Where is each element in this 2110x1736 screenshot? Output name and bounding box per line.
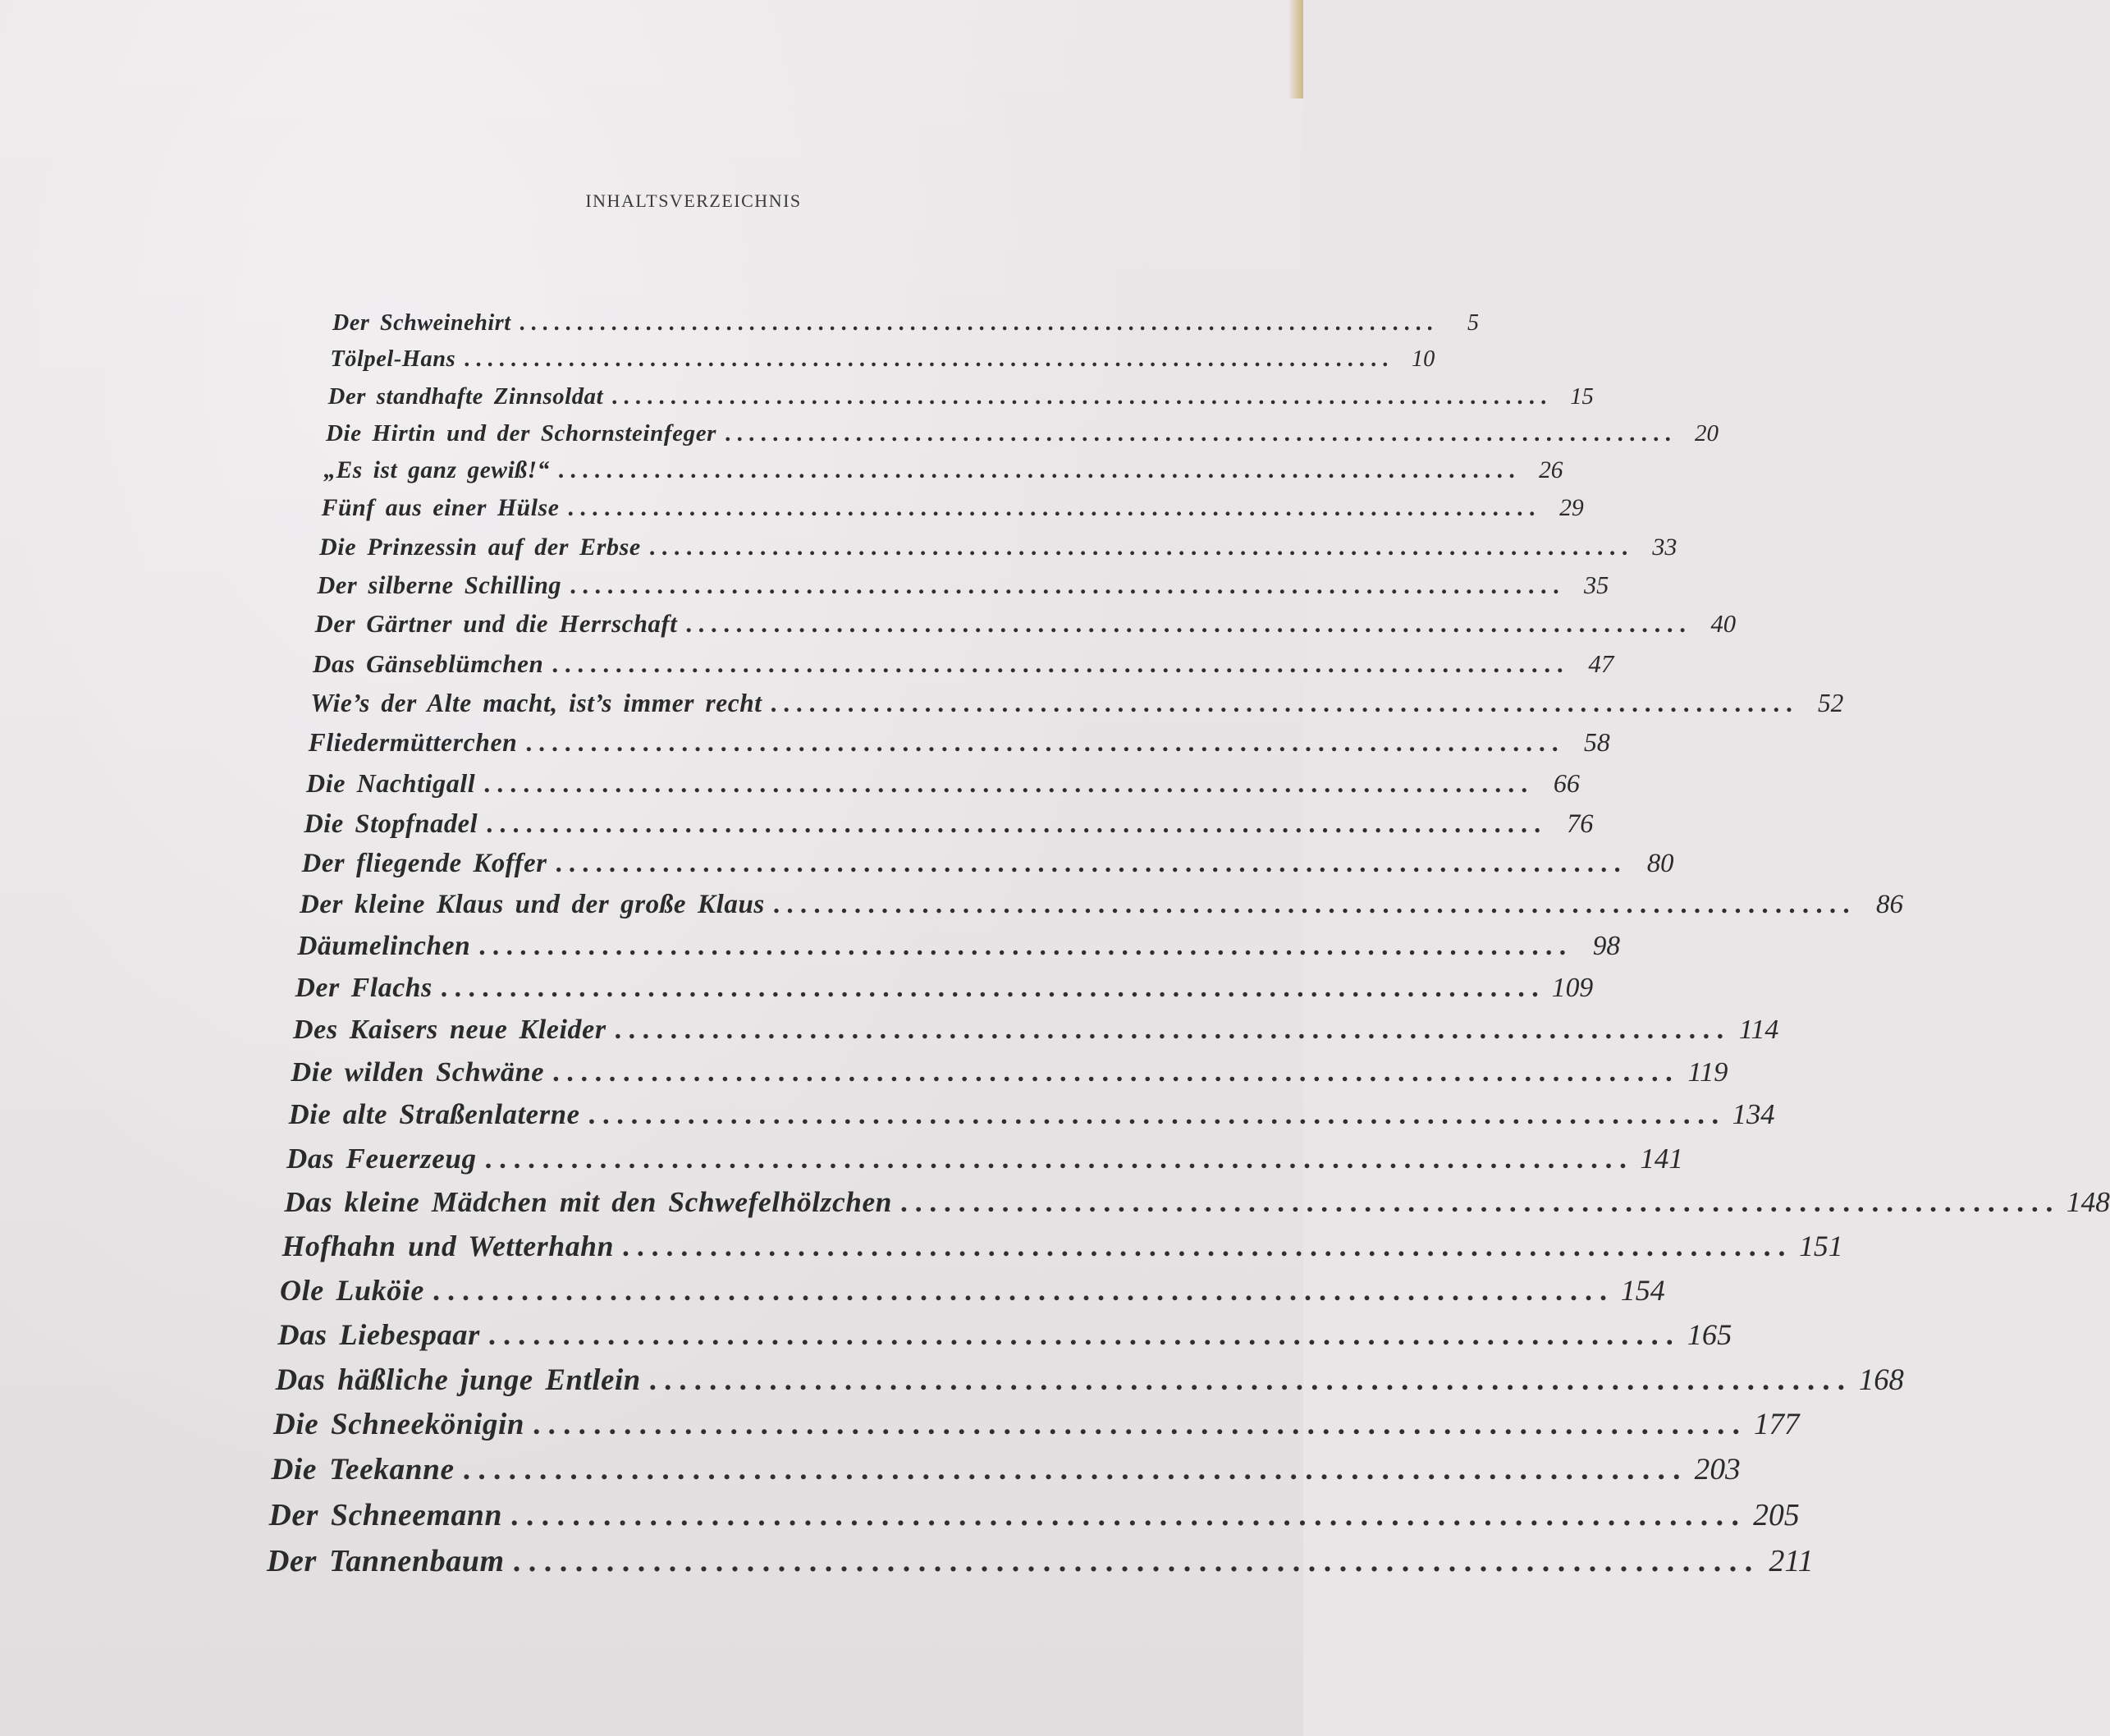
- toc-entry-page-number: 148: [2066, 1186, 2110, 1219]
- dot-leader: . . . . . . . . . . . . . . . . . . . . . . . . . . . . . . . . . . . . . . . . . . . . . . . . . . . . . . . . . . . . . . . . . . . . . . . . . . . . . . . .: [648, 533, 1628, 561]
- dot-leader: . . . . . . . . . . . . . . . . . . . . . . . . . . . . . . . . . . . . . . . . . . . . . . . . . . . . . . . . . . . . . . . . . . . . . . . . . . . . . . . .: [772, 889, 1850, 919]
- dot-leader: . . . . . . . . . . . . . . . . . . . . . . . . . . . . . . . . . . . . . . . . . . . . . . . . . . . . . . . . . . . . . . . . . . . . . . . . . . . . . . . .: [464, 346, 1389, 373]
- toc-entry-title: Das kleine Mädchen mit den Schwefelhölzchen: [284, 1186, 893, 1219]
- toc-entry-title: Hofhahn und Wetterhahn: [281, 1230, 615, 1263]
- dot-leader: . . . . . . . . . . . . . . . . . . . . . . . . . . . . . . . . . . . . . . . . . . . . . . . . . . . . . . . . . . . . . . . . . . . . . . . . . . . . . . . .: [725, 419, 1671, 447]
- toc-entry-page-number: 205: [1753, 1498, 1800, 1533]
- toc-entry-title: Die Teekanne: [271, 1452, 455, 1486]
- toc-entry-page-number: 5: [1467, 310, 1480, 336]
- toc-entry: [301, 849, 1674, 879]
- dot-leader: . . . . . . . . . . . . . . . . . . . . . . . . . . . . . . . . . . . . . . . . . . . . . . . . . . . . . . . . . . . . . . . . . . . . . . . . . . . . . . . .: [432, 1273, 1607, 1307]
- toc-entry-page-number: 80: [1646, 849, 1674, 879]
- toc-entry-title: Der Gärtner und die Herrschaft: [314, 610, 678, 639]
- toc-entry: [300, 889, 1903, 920]
- toc-entry: [277, 1317, 1732, 1352]
- toc-entry: [286, 1142, 1683, 1175]
- dot-leader: . . . . . . . . . . . . . . . . . . . . . . . . . . . . . . . . . . . . . . . . . . . . . . . . . . . . . . . . . . . . . . . . . . . . . . . . . . . . . . . .: [478, 931, 1567, 962]
- dot-leader: . . . . . . . . . . . . . . . . . . . . . . . . . . . . . . . . . . . . . . . . . . . . . . . . . . . . . . . . . . . . . . . . . . . . . . . . . . . . . . . .: [512, 1544, 1753, 1578]
- toc-entry-title: Des Kaisers neue Kleider: [293, 1014, 606, 1045]
- toc-entry-title: Der Tannenbaum: [267, 1544, 505, 1578]
- dot-leader: . . . . . . . . . . . . . . . . . . . . . . . . . . . . . . . . . . . . . . . . . . . . . . . . . . . . . . . . . . . . . . . . . . . . . . . . . . . . . . . .: [611, 382, 1547, 410]
- toc-entry-page-number: 33: [1652, 533, 1677, 561]
- dot-leader: . . . . . . . . . . . . . . . . . . . . . . . . . . . . . . . . . . . . . . . . . . . . . . . . . . . . . . . . . . . . . . . . . . . . . . . . . . . . . . . .: [567, 495, 1536, 522]
- toc-entry: [288, 1099, 1775, 1131]
- toc-entry-page-number: 35: [1584, 571, 1609, 600]
- toc-entry-page-number: 20: [1695, 419, 1719, 447]
- dot-leader: . . . . . . . . . . . . . . . . . . . . . . . . . . . . . . . . . . . . . . . . . . . . . . . . . . . . . . . . . . . . . . . . . . . . . . . . . . . . . . . .: [519, 310, 1433, 336]
- toc-entry-title: Das Liebespaar: [277, 1317, 480, 1351]
- toc-entry: [321, 495, 1584, 522]
- toc-entry-page-number: 29: [1559, 495, 1584, 522]
- toc-entry: [297, 931, 1621, 962]
- toc-entry-title: Die Prinzessin auf der Erbse: [319, 533, 641, 561]
- toc-entry-page-number: 26: [1539, 457, 1563, 484]
- dot-leader: . . . . . . . . . . . . . . . . . . . . . . . . . . . . . . . . . . . . . . . . . . . . . . . . . . . . . . . . . . . . . . . . . . . . . . . . . . . . . . . .: [510, 1498, 1739, 1533]
- toc-entry-page-number: 141: [1640, 1142, 1683, 1175]
- toc-entry: [275, 1362, 1904, 1397]
- toc-entry-page-number: 211: [1769, 1544, 1814, 1578]
- dot-leader: . . . . . . . . . . . . . . . . . . . . . . . . . . . . . . . . . . . . . . . . . . . . . . . . . . . . . . . . . . . . . . . . . . . . . . . . . . . . . . . .: [570, 571, 1559, 600]
- toc-entry-title: Der kleine Klaus und der große Klaus: [300, 889, 765, 919]
- toc-entry-page-number: 109: [1551, 972, 1594, 1003]
- toc-entry-title: Ole Luköie: [280, 1273, 424, 1307]
- toc-entry: [268, 1497, 1800, 1533]
- dot-leader: . . . . . . . . . . . . . . . . . . . . . . . . . . . . . . . . . . . . . . . . . . . . . . . . . . . . . . . . . . . . . . . . . . . . . . . . . . . . . . . .: [483, 767, 1528, 798]
- toc-entry-title: Das Gänseblümchen: [313, 648, 544, 678]
- toc-entry-page-number: 98: [1592, 931, 1621, 962]
- toc-entry-title: Tölpel-Hans: [330, 346, 456, 373]
- toc-entry-page-number: 40: [1710, 610, 1737, 639]
- toc-entry: [273, 1407, 1800, 1442]
- toc-entry-page-number: 47: [1588, 648, 1614, 678]
- toc-entry: [313, 648, 1614, 679]
- toc-entry: [281, 1229, 1843, 1263]
- dot-leader: . . . . . . . . . . . . . . . . . . . . . . . . . . . . . . . . . . . . . . . . . . . . . . . . . . . . . . . . . . . . . . . . . . . . . . . . . . . . . . . .: [533, 1407, 1740, 1441]
- toc-entry: [306, 767, 1580, 799]
- toc-entry-title: Die Hirtin und der Schornsteinfeger: [326, 419, 717, 447]
- toc-entry: [280, 1273, 1665, 1308]
- toc-entry: [284, 1185, 2110, 1219]
- toc-entry-page-number: 15: [1570, 382, 1594, 410]
- toc-entry: [326, 419, 1719, 447]
- toc-entry-title: Der standhafte Zinnsoldat: [327, 382, 604, 410]
- toc-entry-title: Fliedermütterchen: [308, 727, 518, 757]
- dot-leader: . . . . . . . . . . . . . . . . . . . . . . . . . . . . . . . . . . . . . . . . . . . . . . . . . . . . . . . . . . . . . . . . . . . . . . . . . . . . . . . .: [552, 648, 1563, 678]
- toc-entry-title: „Es ist ganz gewiß!“: [323, 457, 550, 484]
- dot-leader: . . . . . . . . . . . . . . . . . . . . . . . . . . . . . . . . . . . . . . . . . . . . . . . . . . . . . . . . . . . . . . . . . . . . . . . . . . . . . . . .: [685, 610, 1686, 639]
- toc-entry: [293, 1014, 1779, 1046]
- toc-entry: [332, 310, 1480, 337]
- toc-entry-page-number: 114: [1738, 1014, 1779, 1045]
- dot-leader: . . . . . . . . . . . . . . . . . . . . . . . . . . . . . . . . . . . . . . . . . . . . . . . . . . . . . . . . . . . . . . . . . . . . . . . . . . . . . . . .: [525, 727, 1558, 757]
- dot-leader: . . . . . . . . . . . . . . . . . . . . . . . . . . . . . . . . . . . . . . . . . . . . . . . . . . . . . . . . . . . . . . . . . . . . . . . . . . . . . . . .: [557, 457, 1515, 484]
- dot-leader: . . . . . . . . . . . . . . . . . . . . . . . . . . . . . . . . . . . . . . . . . . . . . . . . . . . . . . . . . . . . . . . . . . . . . . . . . . . . . . . .: [622, 1230, 1786, 1263]
- dot-leader: . . . . . . . . . . . . . . . . . . . . . . . . . . . . . . . . . . . . . . . . . . . . . . . . . . . . . . . . . . . . . . . . . . . . . . . . . . . . . . . .: [770, 688, 1792, 717]
- toc-entry-page-number: 76: [1567, 808, 1594, 838]
- toc-entry-title: Däumelinchen: [297, 931, 471, 962]
- toc-entry: [330, 346, 1435, 373]
- toc-entry-page-number: 177: [1753, 1407, 1800, 1441]
- toc-entry-title: Wie’s der Alte macht, ist’s immer recht: [310, 688, 762, 717]
- toc-entry-page-number: 119: [1687, 1056, 1728, 1088]
- toc-entry-page-number: 10: [1412, 346, 1435, 373]
- dot-leader: . . . . . . . . . . . . . . . . . . . . . . . . . . . . . . . . . . . . . . . . . . . . . . . . . . . . . . . . . . . . . . . . . . . . . . . . . . . . . . . .: [487, 1317, 1673, 1351]
- toc-entry: [319, 533, 1677, 561]
- toc-entry: [295, 972, 1594, 1004]
- dot-leader: . . . . . . . . . . . . . . . . . . . . . . . . . . . . . . . . . . . . . . . . . . . . . . . . . . . . . . . . . . . . . . . . . . . . . . . . . . . . . . . .: [900, 1186, 2053, 1219]
- toc-entry: [308, 727, 1610, 758]
- toc-entry-page-number: 86: [1875, 889, 1903, 919]
- dot-leader: . . . . . . . . . . . . . . . . . . . . . . . . . . . . . . . . . . . . . . . . . . . . . . . . . . . . . . . . . . . . . . . . . . . . . . . . . . . . . . . .: [614, 1014, 1724, 1045]
- toc-entry-title: Die wilden Schwäne: [291, 1056, 545, 1088]
- toc-entry-title: Der silberne Schilling: [317, 571, 562, 600]
- toc-entry: [271, 1452, 1741, 1487]
- toc-entry-title: Der Flachs: [295, 972, 433, 1003]
- toc-entry-title: Die Stopfnadel: [304, 808, 478, 838]
- toc-entry: [291, 1056, 1728, 1088]
- dot-leader: . . . . . . . . . . . . . . . . . . . . . . . . . . . . . . . . . . . . . . . . . . . . . . . . . . . . . . . . . . . . . . . . . . . . . . . . . . . . . . . .: [486, 808, 1541, 838]
- toc-entry-title: Die alte Straßenlaterne: [288, 1099, 580, 1131]
- toc-entry-title: Das Feuerzeug: [286, 1142, 477, 1175]
- toc-entry-title: Die Schneekönigin: [273, 1407, 525, 1441]
- toc-entry-page-number: 154: [1620, 1273, 1665, 1307]
- toc-entry: [327, 382, 1594, 410]
- toc-entry-page-number: 134: [1732, 1099, 1775, 1131]
- dot-leader: . . . . . . . . . . . . . . . . . . . . . . . . . . . . . . . . . . . . . . . . . . . . . . . . . . . . . . . . . . . . . . . . . . . . . . . . . . . . . . . .: [588, 1099, 1719, 1131]
- dot-leader: . . . . . . . . . . . . . . . . . . . . . . . . . . . . . . . . . . . . . . . . . . . . . . . . . . . . . . . . . . . . . . . . . . . . . . . . . . . . . . . .: [648, 1362, 1845, 1396]
- toc-entry: [310, 688, 1844, 718]
- toc-entry-page-number: 165: [1687, 1317, 1732, 1351]
- toc-entry-title: Die Nachtigall: [306, 767, 476, 798]
- toc-entry-title: Fünf aus einer Hülse: [321, 495, 560, 522]
- toc-entry: [323, 457, 1563, 484]
- dot-leader: . . . . . . . . . . . . . . . . . . . . . . . . . . . . . . . . . . . . . . . . . . . . . . . . . . . . . . . . . . . . . . . . . . . . . . . . . . . . . . . .: [440, 972, 1539, 1003]
- toc-entry-title: Das häßliche junge Entlein: [275, 1362, 641, 1396]
- dot-leader: . . . . . . . . . . . . . . . . . . . . . . . . . . . . . . . . . . . . . . . . . . . . . . . . . . . . . . . . . . . . . . . . . . . . . . . . . . . . . . . .: [555, 849, 1621, 879]
- toc-entry-page-number: 66: [1553, 767, 1580, 798]
- toc-entry-title: Der fliegende Koffer: [301, 849, 547, 879]
- toc-entry: [317, 571, 1609, 600]
- toc-entry-page-number: 168: [1858, 1362, 1904, 1396]
- toc-entry-page-number: 203: [1694, 1452, 1741, 1486]
- toc-entry-page-number: 58: [1584, 727, 1610, 757]
- toc-entry: [314, 610, 1737, 639]
- toc-entry: [304, 808, 1594, 839]
- toc-entry-title: Der Schweinehirt: [332, 310, 511, 336]
- toc-entry-page-number: 52: [1817, 688, 1844, 717]
- toc-entry: [267, 1543, 1814, 1579]
- page-heading: INHALTSVERZEICHNIS: [585, 190, 802, 211]
- dot-leader: . . . . . . . . . . . . . . . . . . . . . . . . . . . . . . . . . . . . . . . . . . . . . . . . . . . . . . . . . . . . . . . . . . . . . . . . . . . . . . . .: [552, 1056, 1673, 1088]
- toc-entry-page-number: 151: [1799, 1230, 1843, 1263]
- toc-entry-title: Der Schneemann: [268, 1498, 503, 1533]
- dot-leader: . . . . . . . . . . . . . . . . . . . . . . . . . . . . . . . . . . . . . . . . . . . . . . . . . . . . . . . . . . . . . . . . . . . . . . . . . . . . . . . .: [484, 1142, 1627, 1175]
- dot-leader: . . . . . . . . . . . . . . . . . . . . . . . . . . . . . . . . . . . . . . . . . . . . . . . . . . . . . . . . . . . . . . . . . . . . . . . . . . . . . . . .: [462, 1452, 1681, 1486]
